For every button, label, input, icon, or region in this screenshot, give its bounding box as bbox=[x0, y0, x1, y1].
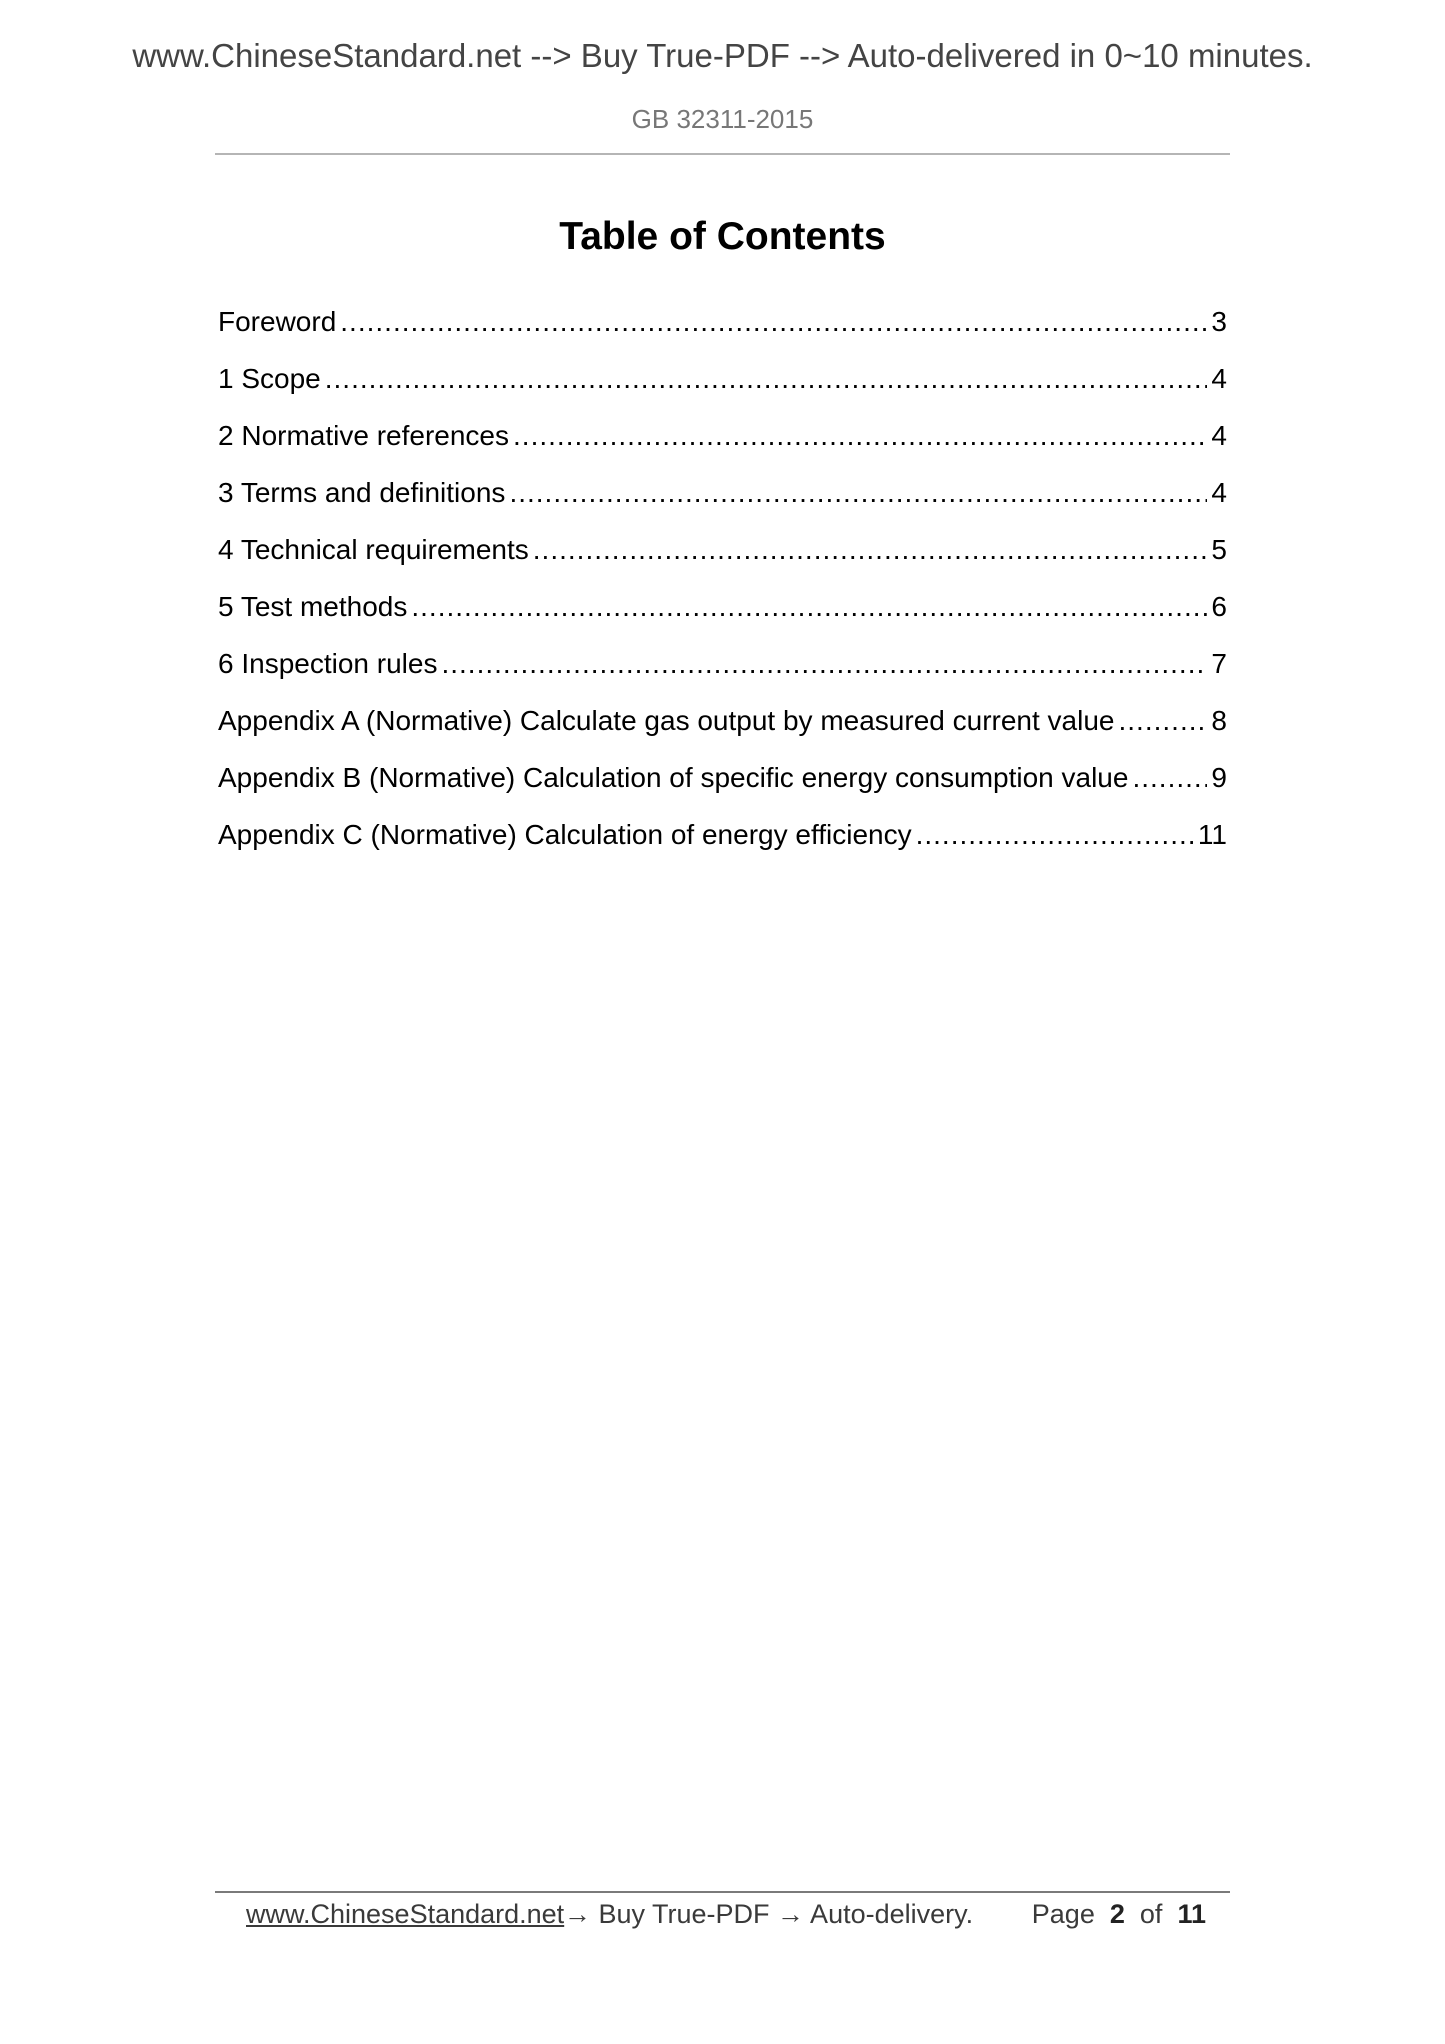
page-current: 2 bbox=[1109, 1899, 1125, 1929]
document-code: GB 32311-2015 bbox=[631, 104, 814, 134]
page-number bbox=[1032, 1894, 1206, 1934]
footer-website-link[interactable]: www.ChineseStandard.net bbox=[246, 1899, 565, 1929]
toc-entry-appendix-a[interactable] bbox=[218, 701, 1227, 758]
toc-entry-inspection-rules[interactable] bbox=[218, 644, 1227, 701]
toc-entry-foreword[interactable] bbox=[218, 302, 1227, 359]
toc-entry-page: 4 bbox=[1211, 477, 1227, 508]
toc-leader-dots bbox=[1118, 701, 1207, 741]
header-divider bbox=[215, 153, 1230, 155]
toc-entry-label: 4 Technical requirements bbox=[218, 534, 529, 565]
toc-entry-label: Foreword bbox=[218, 306, 337, 337]
toc-entry-test-methods[interactable] bbox=[218, 587, 1227, 644]
toc-title: Table of Contents bbox=[559, 215, 886, 258]
toc-leader-dots bbox=[411, 587, 1207, 627]
toc-entry-scope[interactable] bbox=[218, 359, 1227, 416]
toc-entry-label: 2 Normative references bbox=[218, 420, 510, 451]
toc-leader-dots bbox=[340, 302, 1207, 342]
toc-entry-label: 5 Test methods bbox=[218, 591, 408, 622]
toc-leader-dots bbox=[325, 359, 1208, 399]
toc-entry-page: 7 bbox=[1211, 648, 1227, 679]
toc-leader-dots bbox=[513, 416, 1207, 456]
toc-leader-dots bbox=[509, 473, 1207, 513]
toc-leader-dots bbox=[916, 815, 1194, 855]
page-total: 11 bbox=[1177, 1899, 1206, 1929]
toc-entry-page: 5 bbox=[1211, 534, 1227, 565]
toc-entry-label: Appendix B (Normative) Calculation of specific energy consumption value bbox=[218, 762, 1129, 793]
top-banner[interactable]: www.ChineseStandard.net --> Buy True-PDF --> Auto-delivered in 0~10 minutes. bbox=[132, 37, 1313, 74]
toc-entry-label: Appendix C (Normative) Calculation of energy efficiency bbox=[218, 819, 912, 850]
toc-leader-dots bbox=[1132, 758, 1207, 798]
toc-entry-appendix-c[interactable] bbox=[218, 815, 1227, 872]
toc-entry-technical-requirements[interactable] bbox=[218, 530, 1227, 587]
toc-entry-label: 1 Scope bbox=[218, 363, 321, 394]
footer-divider bbox=[215, 1891, 1230, 1893]
toc-leader-dots bbox=[533, 530, 1208, 570]
footer-delivery-text: → Buy True-PDF → Auto-delivery. bbox=[564, 1899, 974, 1929]
toc-entry-label: 6 Inspection rules bbox=[218, 648, 438, 679]
toc-entry-label: 3 Terms and definitions bbox=[218, 477, 506, 508]
of-word: of bbox=[1139, 1899, 1163, 1929]
toc-entry-page: 11 bbox=[1197, 819, 1227, 850]
toc-entry-page: 6 bbox=[1211, 591, 1227, 622]
toc-entry-page: 9 bbox=[1211, 762, 1227, 793]
toc-entry-page: 4 bbox=[1211, 363, 1227, 394]
toc-entry-page: 8 bbox=[1211, 705, 1227, 736]
toc-leader-dots bbox=[441, 644, 1207, 684]
toc-entry-normative-references[interactable] bbox=[218, 416, 1227, 473]
toc-entry-label: Appendix A (Normative) Calculate gas output by measured current value bbox=[218, 705, 1115, 736]
toc-entry-terms-and-definitions[interactable] bbox=[218, 473, 1227, 530]
toc-entry-page: 3 bbox=[1211, 306, 1227, 337]
toc-entry-page: 4 bbox=[1211, 420, 1227, 451]
toc-list bbox=[218, 302, 1227, 872]
page-footer bbox=[246, 1894, 1216, 1934]
page-word: Page bbox=[1031, 1899, 1095, 1929]
toc-entry-appendix-b[interactable] bbox=[218, 758, 1227, 815]
